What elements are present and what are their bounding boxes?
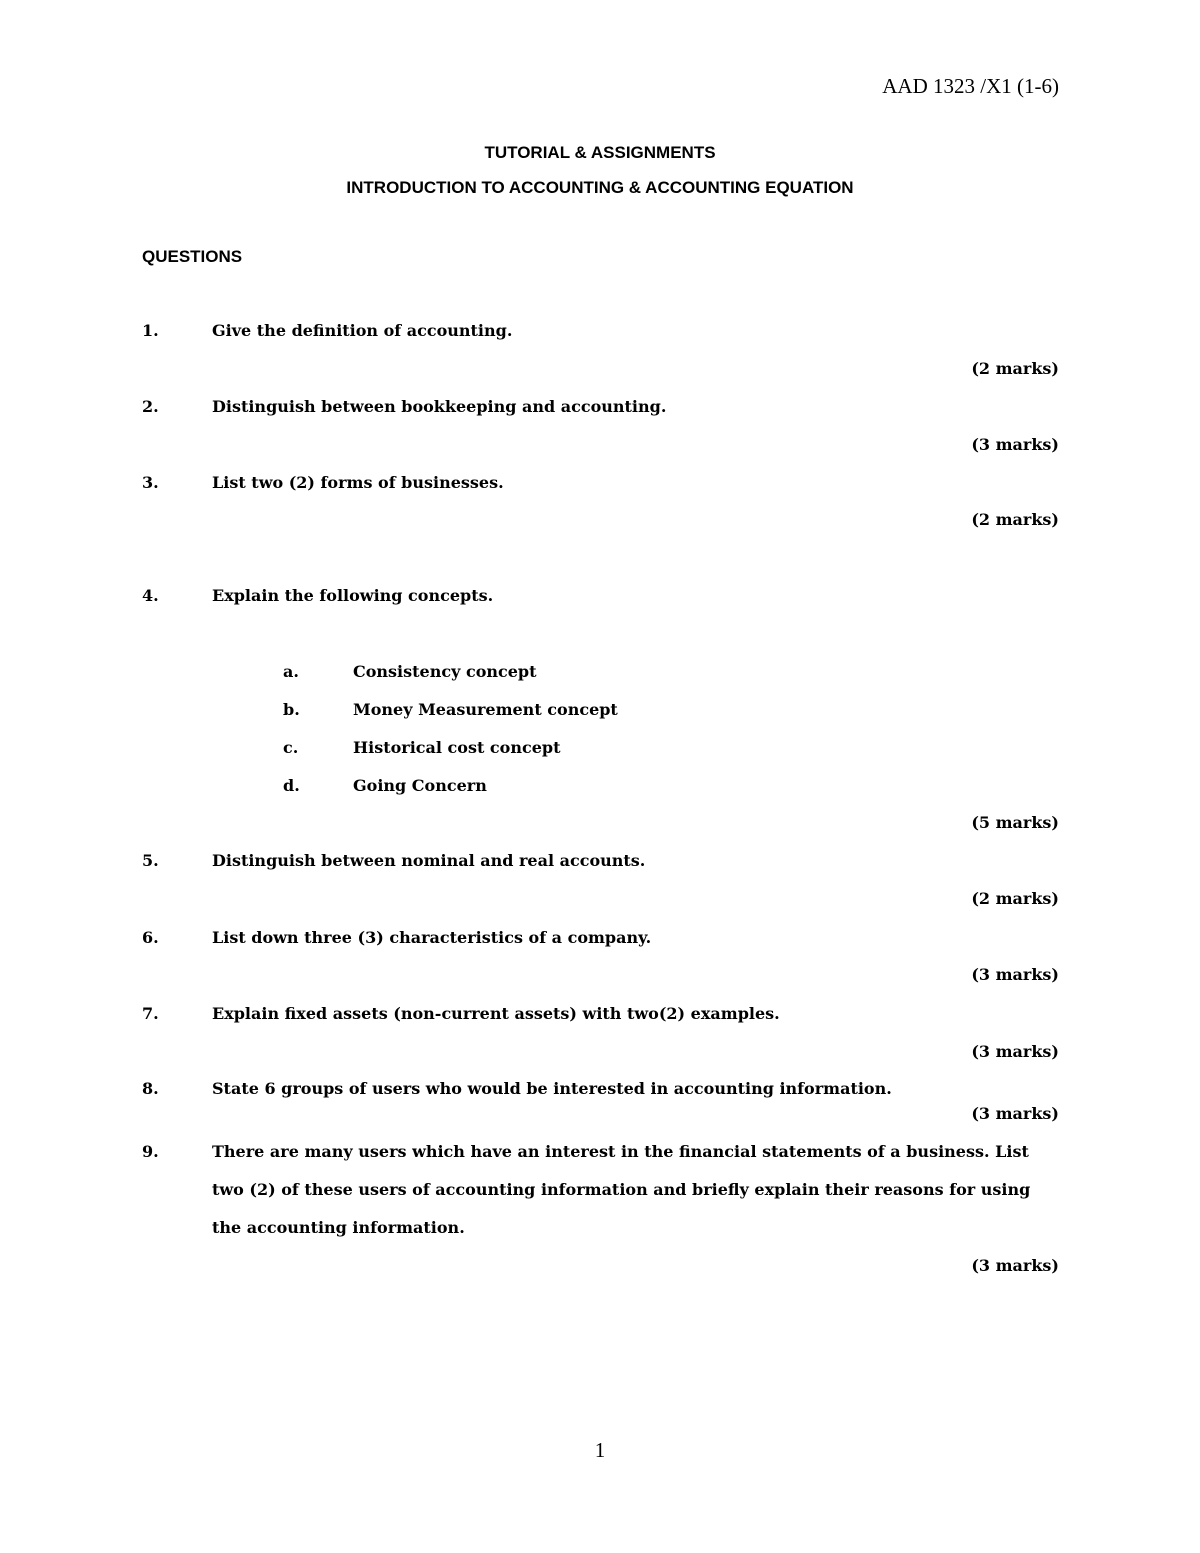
question-marks: (3 marks) [971,435,1059,454]
sub-item-text: Money Measurement concept [353,700,618,719]
question-text: Explain the following concepts. [212,586,494,605]
question-number: 5. [142,851,159,870]
question-marks: (3 marks) [971,1042,1059,1061]
question-marks: (3 marks) [971,965,1059,984]
question-number: 4. [142,586,159,605]
question-number: 3. [142,473,159,492]
question-marks: (5 marks) [971,813,1059,832]
question-text: Give the definition of accounting. [212,321,513,340]
question-text: Distinguish between nominal and real accounts. [212,851,646,870]
section-heading: QUESTIONS [142,247,243,266]
question-text: List two (2) forms of businesses. [212,473,504,492]
sub-item-letter: b. [283,700,300,719]
question-text: Explain fixed assets (non-current assets) with two(2) examples. [212,1004,780,1023]
question-text: There are many users which have an interest in the financial statements of a business. List two (2) of these users of accounting information and briefly explain their reasons for using the accounting information. [212,1142,1031,1237]
question-marks: (2 marks) [971,510,1059,529]
question-number: 1. [142,321,159,340]
sub-item-text: Going Concern [353,776,487,795]
question-marks: (2 marks) [971,889,1059,908]
document-subtitle: INTRODUCTION TO ACCOUNTING & ACCOUNTING EQUATION [346,178,854,197]
question-text: State 6 groups of users who would be interested in accounting information. [212,1079,892,1098]
question-number: 8. [142,1079,159,1098]
document-title: TUTORIAL & ASSIGNMENTS [484,143,716,162]
sub-item-text: Consistency concept [353,662,537,681]
page-number: 1 [594,1438,606,1462]
question-number: 9. [142,1142,159,1161]
sub-item-letter: d. [283,776,300,795]
sub-item-letter: a. [283,662,299,681]
question-marks: (3 marks) [971,1256,1059,1275]
sub-item-text: Historical cost concept [353,738,561,757]
sub-item-letter: c. [283,738,299,757]
question-text: List down three (3) characteristics of a company. [212,928,652,947]
question-number: 2. [142,397,159,416]
course-code: AAD 1323 /X1 (1-6) [882,74,1059,98]
question-number: 6. [142,928,159,947]
question-text: Distinguish between bookkeeping and accounting. [212,397,667,416]
question-marks: (2 marks) [971,359,1059,378]
question-number: 7. [142,1004,159,1023]
question-marks: (3 marks) [971,1104,1059,1123]
